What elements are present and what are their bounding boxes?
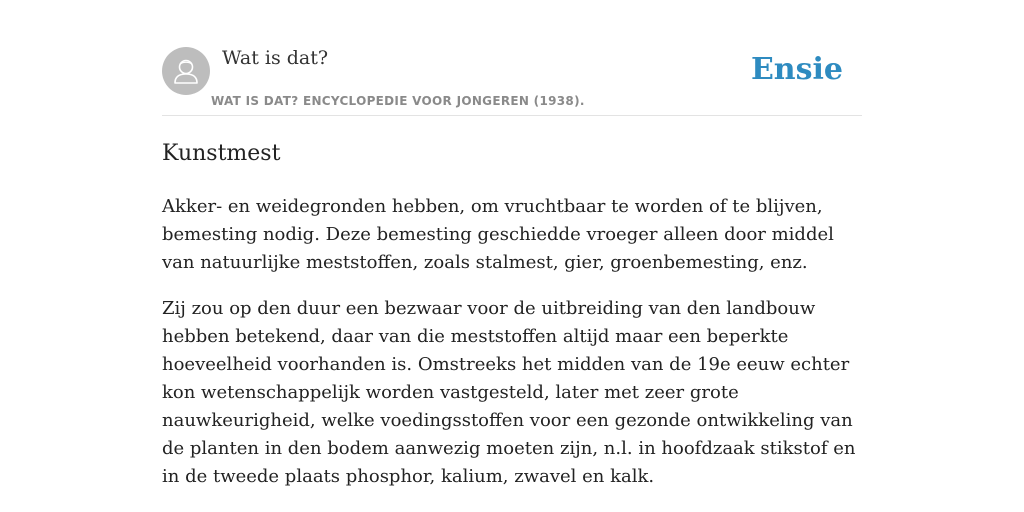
- article-title: Kunstmest: [162, 141, 281, 166]
- source-title-link[interactable]: Wat is dat?: [222, 47, 329, 69]
- source-avatar[interactable]: [162, 47, 210, 95]
- source-subtitle: WAT IS DAT? ENCYCLOPEDIE VOOR JONGEREN (1938).: [211, 94, 585, 108]
- user-icon: [162, 47, 210, 95]
- brand-logo-link[interactable]: Ensie: [750, 52, 843, 87]
- source-header: [162, 44, 862, 116]
- article-paragraph-1: Akker- en weidegronden hebben, om vruchtbaar te worden of te blijven, bemesting nodig. Deze bemesting geschiedde vroeger alleen door middel van natuurlijke meststoffen, zoals stalmest, gier, groenbemesting, enz.: [162, 196, 834, 273]
- article: [162, 137, 862, 509]
- article-paragraph-2: Zij zou op den duur een bezwaar voor de uitbreiding van den landbouw hebben betekend, daar van die meststoffen altijd maar een beperkte hoeveelheid voorhanden is. Omstreeks het midden van de 19e eeuw echter kon wetenschappelijk worden vastgesteld, later met zeer grote nauwkeurigheid, welke voedingsstoffen voor een gezonde ontwikkeling van de planten in den bodem aanwezig moeten zijn, n.l. in hoofdzaak stikstof en in de tweede plaats phosphor, kalium, zwavel en kalk.: [162, 298, 856, 487]
